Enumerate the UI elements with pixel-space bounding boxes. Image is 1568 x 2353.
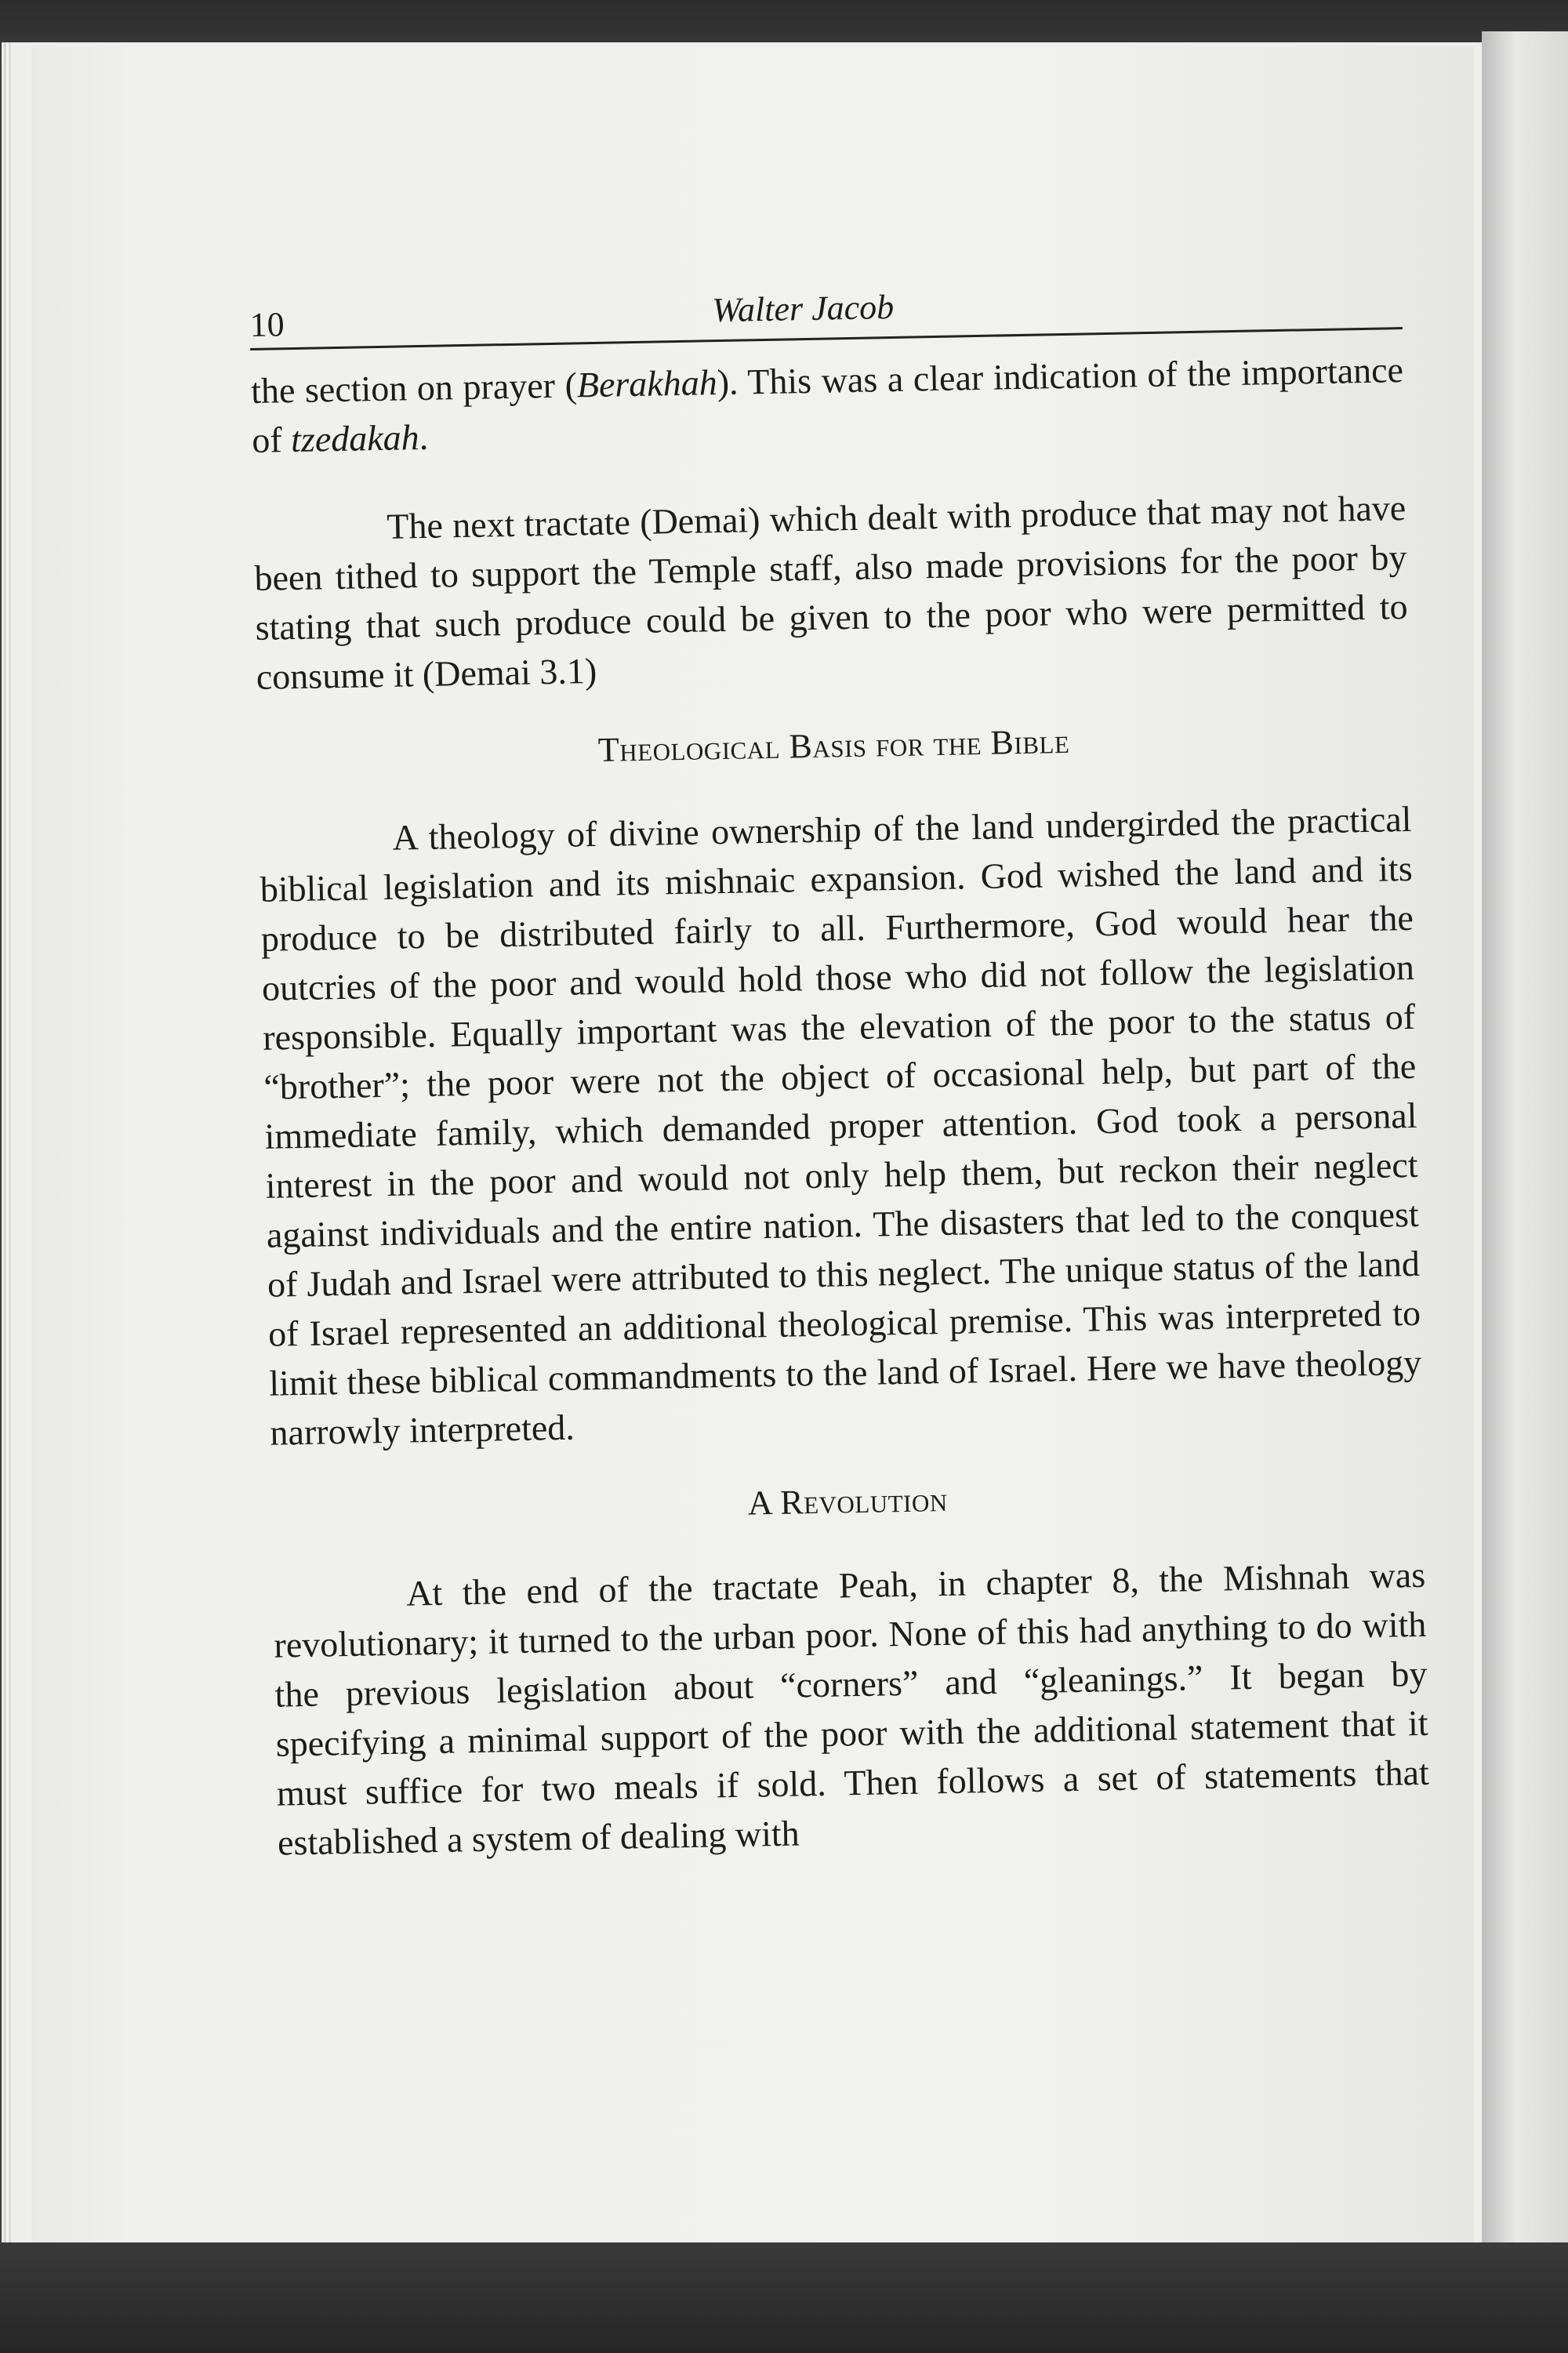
running-head: Walter Jacob xyxy=(711,287,895,330)
section-heading-revolution: A Revolution xyxy=(747,1480,949,1523)
section-heading-theological-basis: Theological Basis for the Bible xyxy=(597,721,1070,769)
paragraph-2: The next tractate (Demai) which dealt with produce that may not have been tithed to support the Temple staff, also made provisions for the poor by stating that such produce could be given to the poor who were permitted to consume it (Demai 3.1) xyxy=(254,488,1408,697)
background-bottom xyxy=(0,2242,1568,2353)
facing-page-edge xyxy=(1482,31,1568,2282)
paragraph-1: the section on prayer (Berakhah). This was a clear indication of the importance of tzedakah. xyxy=(250,350,1404,460)
page-number: 10 xyxy=(249,305,285,344)
page-content xyxy=(249,277,1430,1868)
paragraph-4: At the end of the tractate Peah, in chapter 8, the Mishnah was revolutionary; it turned to the urban poor. None of this had anything to do with the previous legislation about “corners” and “gleanings.” It began by specifying a minimal support of the poor with the additional statement that it must suffice for two meals if sold. Then follows a set of statements that established a system of dealing with xyxy=(274,1554,1430,1863)
paragraph-3: A theology of divine ownership of the land undergirded the practical biblical legislation and its mishnaic expansion. God wished the land and its produce to be distributed fairly to all. Furthermore, God would hear the outcries of the poor and would hold those who did not follow the legislation responsible. Equally important was the elevation of the poor to the status of “brother”; the poor were not the object of occasional help, but part of the immediate family, which demanded proper attention. God took a personal interest in the poor and would not only help them, but reckon their neglect against individuals and the entire nation. The disasters that led to the conquest of Judah and Israel were attributed to this neglect. The unique status of the land of Israel represented an additional theological premise. This was interpreted to limit these biblical commandments to the land of Israel. Here we have theology narrowly interpreted. xyxy=(260,798,1422,1453)
